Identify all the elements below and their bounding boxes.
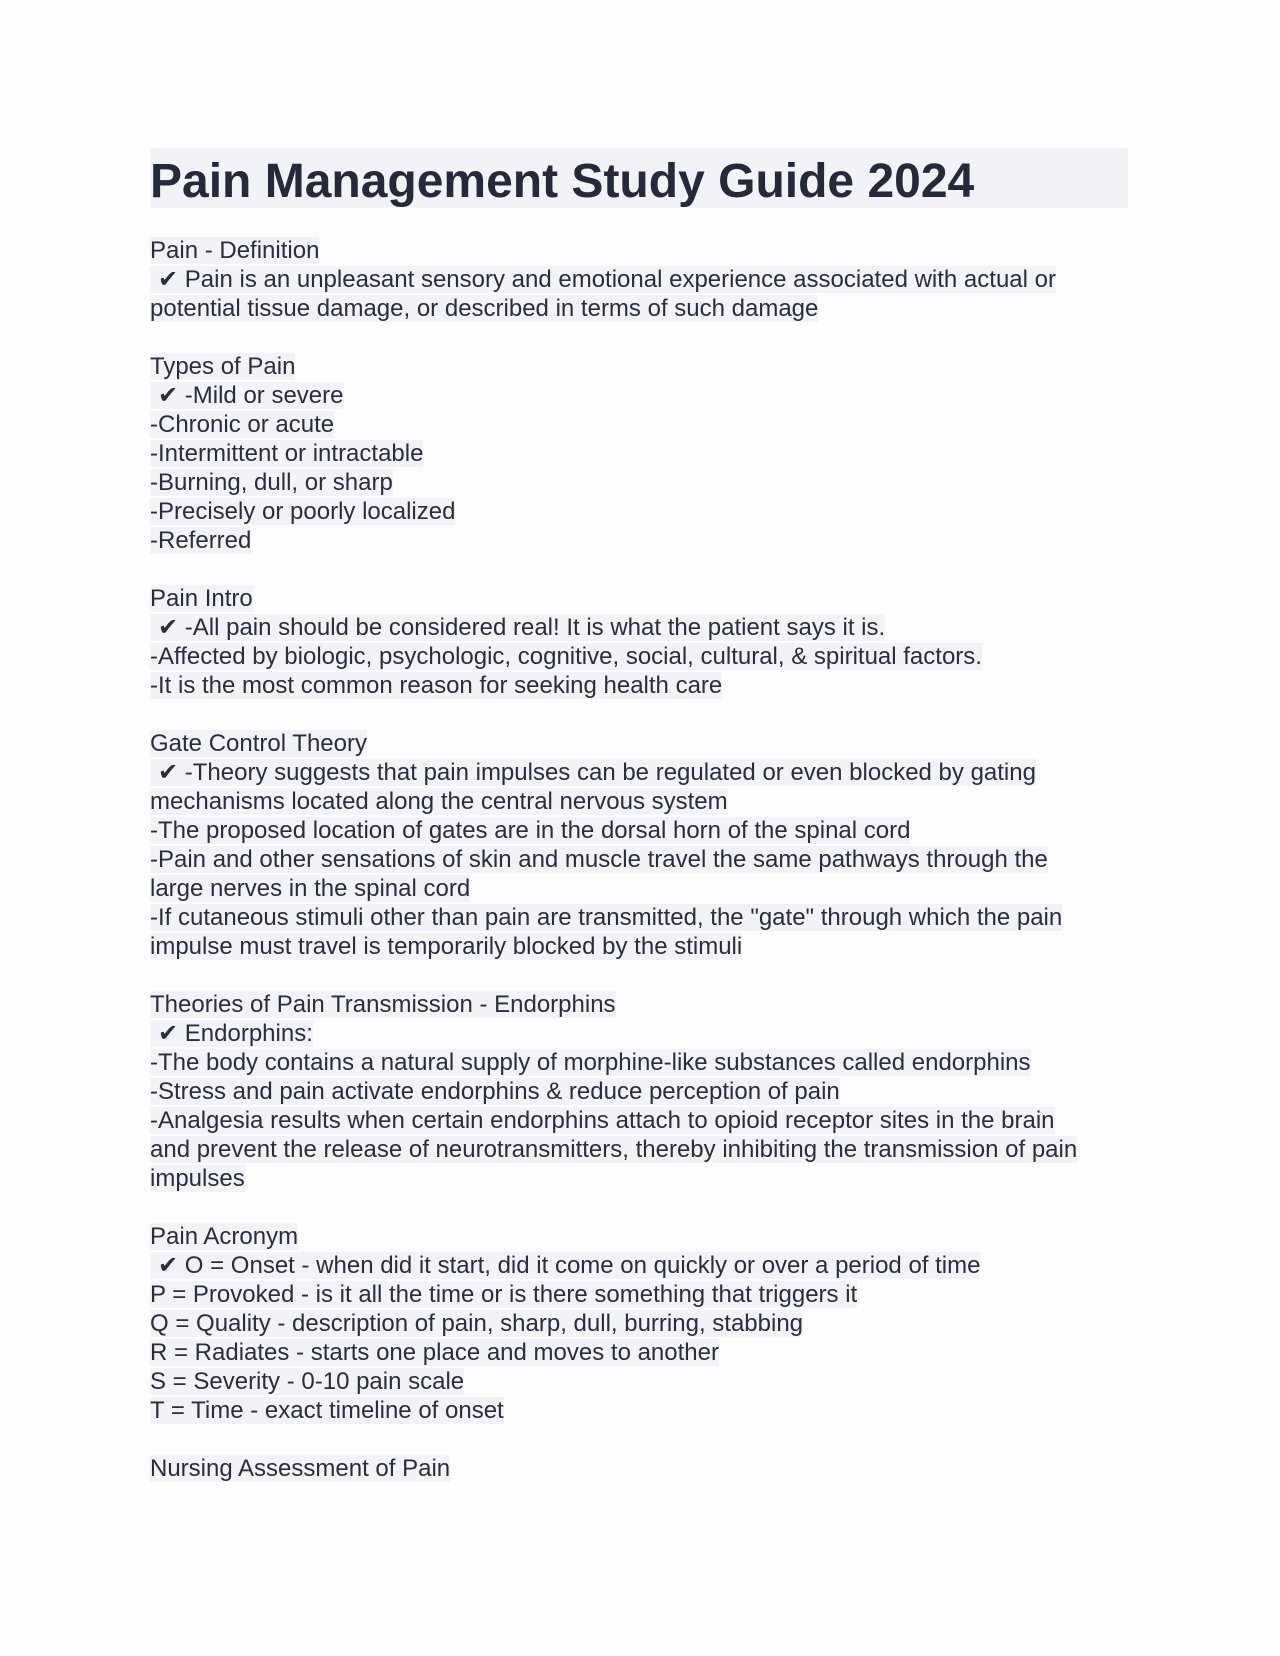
answer-line-highlight: [150, 411, 334, 438]
answer-line-highlight: [150, 846, 1048, 873]
page-title: Pain Management Study Guide 2024: [150, 155, 975, 208]
answer-line: [150, 468, 1130, 497]
answer-line: [150, 439, 1130, 468]
answer-text: -Intermittent or intractable: [150, 440, 424, 467]
section-heading-text: Pain Acronym: [150, 1223, 299, 1250]
answer-text: -All pain should be considered real! It is what the patient says it is.: [184, 614, 886, 641]
answer-line-highlight: [150, 759, 1036, 786]
answer-line-highlight: [150, 469, 393, 496]
answer-text: Q = Quality - description of pain, sharp, dull, burring, stabbing: [150, 1310, 804, 1337]
study-section: [150, 352, 1130, 555]
answer-line-highlight: [150, 382, 344, 409]
answer-line: [150, 497, 1130, 526]
section-heading: [150, 1222, 1130, 1251]
answer-line-highlight: [150, 1310, 803, 1337]
answer-line-highlight: [150, 614, 885, 641]
answer-text: -Theory suggests that pain impulses can be regulated or even blocked by gating: [184, 759, 1036, 786]
answer-line-highlight: [150, 1368, 464, 1395]
checkmark-icon: ✔: [158, 759, 179, 786]
study-section: [150, 584, 1130, 700]
answer-text: -Burning, dull, or sharp: [150, 469, 393, 496]
checkmark-icon: ✔: [158, 1252, 179, 1279]
checkmark-icon: ✔: [158, 1020, 179, 1047]
section-heading: [150, 352, 1130, 381]
answer-line-highlight: [150, 672, 722, 699]
answer-first-line: [150, 1019, 1130, 1048]
answer-line: [150, 903, 1130, 932]
answer-first-line: [150, 613, 1130, 642]
answer-line: [150, 845, 1130, 874]
section-heading-text: Pain - Definition: [150, 237, 320, 264]
section-heading-text: Pain Intro: [150, 585, 253, 612]
answer-text: potential tissue damage, or described in terms of such damage: [150, 295, 819, 322]
answer-line: [150, 787, 1130, 816]
study-section: [150, 990, 1130, 1193]
checkmark-icon: ✔: [158, 614, 179, 641]
section-heading-text: Nursing Assessment of Pain: [150, 1455, 451, 1482]
section-heading: [150, 729, 1130, 758]
section-heading: [150, 990, 1130, 1019]
section-heading-text: Types of Pain: [150, 353, 296, 380]
answer-text: and prevent the release of neurotransmitters, thereby inhibiting the transmission of pain: [150, 1136, 1078, 1163]
sections-container: [150, 236, 1130, 1483]
study-section: [150, 729, 1130, 961]
checkmark-icon: ✔: [158, 382, 179, 409]
document-page: [150, 148, 1130, 1512]
answer-text: P = Provoked - is it all the time or is there something that triggers it: [150, 1281, 858, 1308]
checkmark-icon: ✔: [158, 266, 179, 293]
answer-text: Pain is an unpleasant sensory and emotional experience associated with actual or: [184, 266, 1056, 293]
answer-line: [150, 1164, 1130, 1193]
answer-line-highlight: [150, 498, 455, 525]
answer-first-line: [150, 381, 1130, 410]
answer-text: -Affected by biologic, psychologic, cognitive, social, cultural, & spiritual factors.: [150, 643, 982, 670]
section-heading-text: Theories of Pain Transmission - Endorphins: [150, 991, 616, 1018]
answer-first-line: [150, 265, 1130, 294]
answer-line: [150, 1280, 1130, 1309]
answer-line-highlight: [150, 875, 470, 902]
answer-text: T = Time - exact timeline of onset: [150, 1397, 504, 1424]
section-heading-text: Gate Control Theory: [150, 730, 367, 757]
answer-line-highlight: [150, 1252, 980, 1279]
answer-text: large nerves in the spinal cord: [150, 875, 471, 902]
answer-line: [150, 642, 1130, 671]
answer-text: -Chronic or acute: [150, 411, 335, 438]
answer-text: -Analgesia results when certain endorphins attach to opioid receptor sites in the brain: [150, 1107, 1055, 1134]
answer-text: -Pain and other sensations of skin and muscle travel the same pathways through the: [150, 846, 1048, 873]
answer-line: [150, 410, 1130, 439]
answer-line-highlight: [150, 440, 423, 467]
section-heading: [150, 236, 1130, 265]
answer-line: [150, 1309, 1130, 1338]
answer-text: -Mild or severe: [184, 382, 344, 409]
answer-line-highlight: [150, 643, 982, 670]
answer-line-highlight: [150, 1107, 1055, 1134]
section-heading: [150, 584, 1130, 613]
answer-line: [150, 816, 1130, 845]
answer-line-highlight: [150, 1281, 857, 1308]
answer-line-highlight: [150, 904, 1062, 931]
answer-line: [150, 1135, 1130, 1164]
answer-line: [150, 1396, 1130, 1425]
answer-first-line: [150, 1251, 1130, 1280]
answer-text: -The body contains a natural supply of morphine-like substances called endorphins: [150, 1049, 1031, 1076]
answer-line: [150, 1367, 1130, 1396]
study-section: [150, 236, 1130, 323]
answer-line: [150, 1106, 1130, 1135]
answer-line-highlight: [150, 1049, 1031, 1076]
answer-line-highlight: [150, 295, 818, 322]
answer-text: -Referred: [150, 527, 252, 554]
answer-line-highlight: [150, 1136, 1077, 1163]
answer-line: [150, 874, 1130, 903]
answer-line-highlight: [150, 1165, 245, 1192]
answer-line-highlight: [150, 1020, 313, 1047]
answer-text: R = Radiates - starts one place and moves to another: [150, 1339, 719, 1366]
answer-line-highlight: [150, 817, 910, 844]
answer-line-highlight: [150, 1339, 719, 1366]
answer-line: [150, 294, 1130, 323]
title-bar: [150, 148, 1128, 208]
answer-text: -It is the most common reason for seeking health care: [150, 672, 723, 699]
answer-text: -If cutaneous stimuli other than pain are transmitted, the "gate" through which the pain: [150, 904, 1063, 931]
section-heading: [150, 1454, 1130, 1483]
answer-text: mechanisms located along the central nervous system: [150, 788, 728, 815]
answer-line: [150, 1077, 1130, 1106]
answer-line-highlight: [150, 527, 251, 554]
answer-line: [150, 932, 1130, 961]
answer-text: -Precisely or poorly localized: [150, 498, 456, 525]
answer-text: O = Onset - when did it start, did it come on quickly or over a period of time: [184, 1252, 981, 1279]
answer-line: [150, 526, 1130, 555]
answer-line: [150, 671, 1130, 700]
answer-line-highlight: [150, 788, 728, 815]
answer-line: [150, 1338, 1130, 1367]
answer-text: -The proposed location of gates are in the dorsal horn of the spinal cord: [150, 817, 911, 844]
answer-line-highlight: [150, 266, 1056, 293]
study-section: [150, 1454, 1130, 1483]
answer-text: impulses: [150, 1165, 245, 1192]
answer-line-highlight: [150, 933, 742, 960]
answer-line-highlight: [150, 1397, 504, 1424]
answer-text: Endorphins:: [184, 1020, 313, 1047]
answer-text: S = Severity - 0-10 pain scale: [150, 1368, 465, 1395]
study-section: [150, 1222, 1130, 1425]
answer-first-line: [150, 758, 1130, 787]
answer-line-highlight: [150, 1078, 840, 1105]
answer-text: -Stress and pain activate endorphins & reduce perception of pain: [150, 1078, 840, 1105]
answer-text: impulse must travel is temporarily blocked by the stimuli: [150, 933, 743, 960]
answer-line: [150, 1048, 1130, 1077]
